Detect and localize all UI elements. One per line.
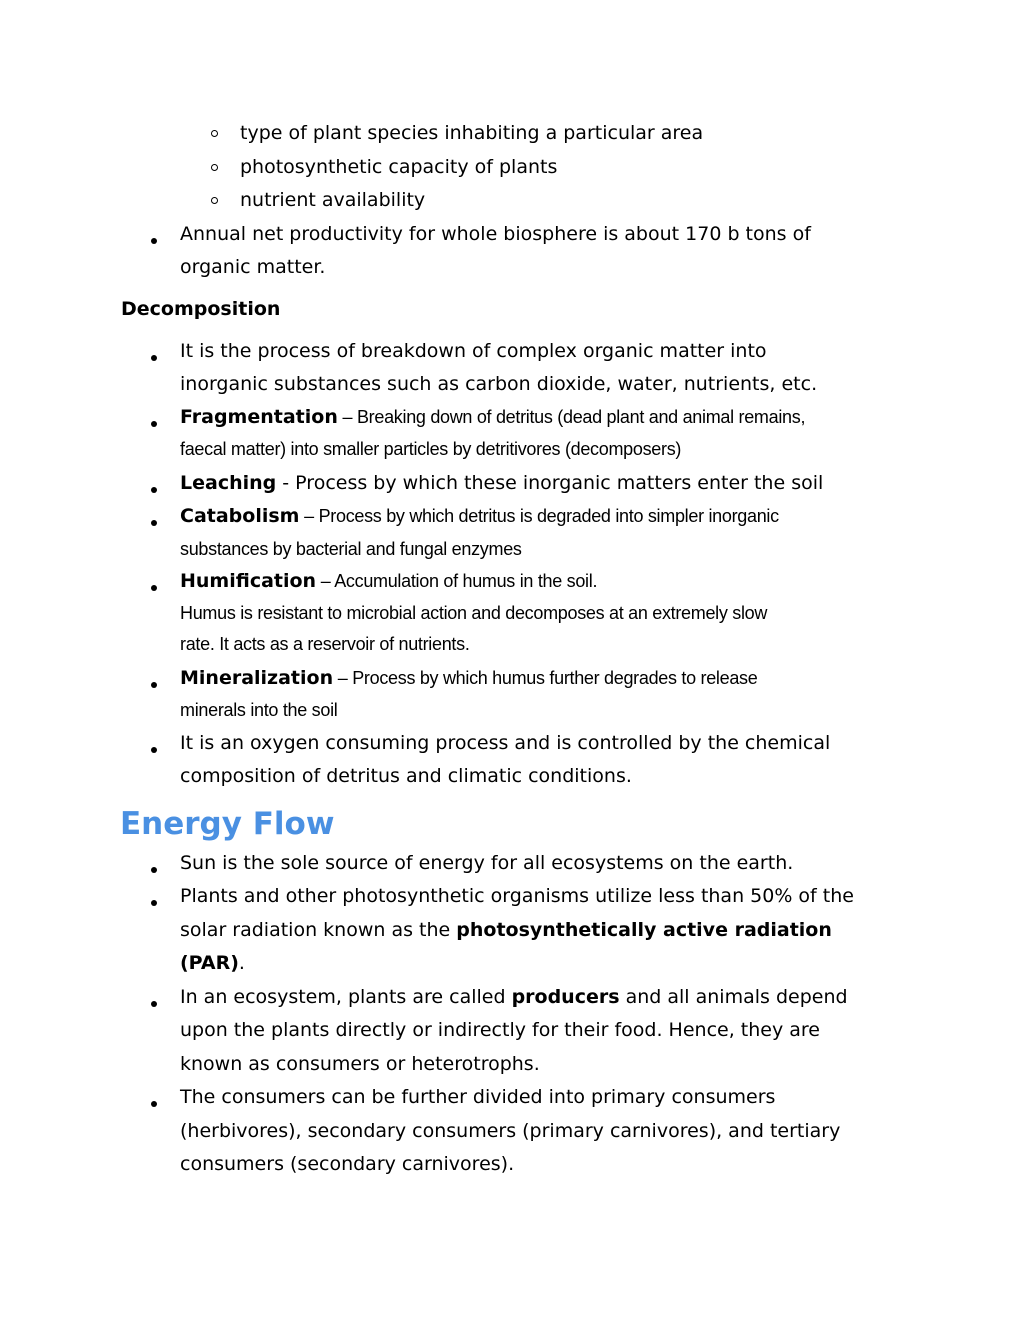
list-item-continued: upon the plants directly or indirectly for their food. Hence, they are [180, 1019, 820, 1041]
section-heading: Energy Flow [120, 806, 335, 842]
bullet-icon [151, 585, 157, 591]
bullet-icon [151, 520, 157, 526]
bullet-icon [151, 900, 157, 906]
term: Humification [180, 570, 317, 592]
list-item-continued: rate. It acts as a reservoir of nutrients. [180, 634, 470, 654]
list-item: In an ecosystem, plants are called producers and all animals depend [180, 986, 848, 1008]
list-item-continued: substances by bacterial and fungal enzymes [180, 539, 522, 559]
list-item-continued: minerals into the soil [180, 700, 338, 720]
list-item-humification: Humification – Accumulation of humus in the soil. [180, 570, 598, 592]
list-item: It is an oxygen consuming process and is controlled by the chemical [180, 732, 831, 754]
hollow-bullet-icon [211, 130, 218, 137]
list-item-continued: solar radiation known as the photosynthetically active radiation [180, 919, 832, 941]
term: Catabolism [180, 505, 300, 527]
hollow-bullet-icon [211, 197, 218, 204]
bullet-icon [151, 355, 157, 361]
bullet-icon [151, 1101, 157, 1107]
list-item-continued: (PAR). [180, 952, 245, 974]
hollow-bullet-icon [211, 164, 218, 171]
list-item: Annual net productivity for whole biosphere is about 170 b tons of [180, 223, 811, 245]
list-item-catabolism: Catabolism – Process by which detritus is degraded into simpler inorganic [180, 505, 779, 527]
list-item: The consumers can be further divided into primary consumers [180, 1086, 776, 1108]
list-item-fragmentation: Fragmentation – Breaking down of detritus (dead plant and animal remains, [180, 406, 806, 428]
list-item-continued: composition of detritus and climatic conditions. [180, 765, 632, 787]
term: Leaching [180, 472, 277, 494]
list-item: photosynthetic capacity of plants [240, 156, 558, 178]
section-subheading: Decomposition [121, 298, 281, 320]
bullet-icon [151, 421, 157, 427]
list-item-mineralization: Mineralization – Process by which humus further degrades to release [180, 667, 758, 689]
list-item-leaching: Leaching - Process by which these inorganic matters enter the soil [180, 472, 824, 494]
list-item: Plants and other photosynthetic organisms utilize less than 50% of the [180, 885, 854, 907]
emphasis: producers [511, 986, 620, 1008]
bullet-icon [151, 238, 157, 244]
emphasis: photosynthetically active radiation [456, 919, 832, 941]
term: Mineralization [180, 667, 334, 689]
list-item: Sun is the sole source of energy for all ecosystems on the earth. [180, 852, 794, 874]
bullet-icon [151, 1001, 157, 1007]
term: Fragmentation [180, 406, 338, 428]
list-item: nutrient availability [240, 189, 426, 211]
list-item: It is the process of breakdown of complex organic matter into [180, 340, 767, 362]
list-item-continued: faecal matter) into smaller particles by detritivores (decomposers) [180, 439, 682, 459]
list-item-continued: consumers (secondary carnivores). [180, 1153, 515, 1175]
list-item-continued: known as consumers or heterotrophs. [180, 1053, 540, 1075]
bullet-icon [151, 682, 157, 688]
bullet-icon [151, 867, 157, 873]
list-item-continued: (herbivores), secondary consumers (primary carnivores), and tertiary [180, 1120, 841, 1142]
bullet-icon [151, 487, 157, 493]
bullet-icon [151, 747, 157, 753]
emphasis: (PAR) [180, 952, 239, 974]
list-item-continued: organic matter. [180, 256, 326, 278]
list-item-continued: inorganic substances such as carbon dioxide, water, nutrients, etc. [180, 373, 818, 395]
list-item: type of plant species inhabiting a particular area [240, 122, 704, 144]
list-item-continued: Humus is resistant to microbial action and decomposes at an extremely slow [180, 603, 768, 623]
